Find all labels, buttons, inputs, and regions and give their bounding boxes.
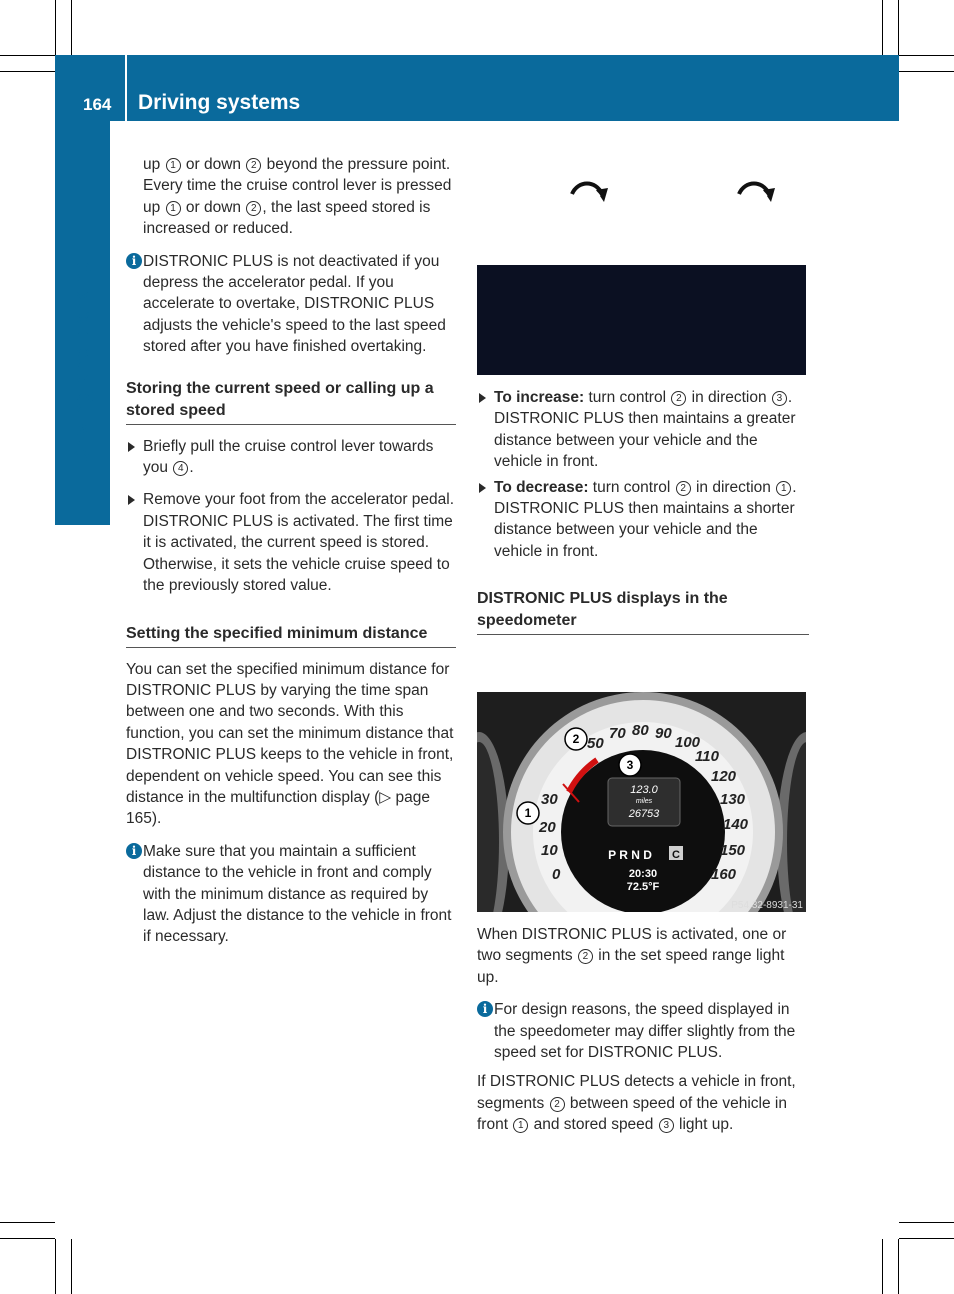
callout-2: 2 xyxy=(550,1097,565,1112)
callout-2: 2 xyxy=(246,158,261,173)
crop-mark xyxy=(71,0,72,55)
info-note: i For design reasons, the speed displayed in the speedometer may differ slightly from the speed set for DISTRONIC PLUS. xyxy=(477,999,809,1063)
callout-1: 1 xyxy=(513,1118,528,1133)
callout-1: 1 xyxy=(166,158,181,173)
section-title: Driving systems xyxy=(138,91,301,114)
speed-label: 20 xyxy=(539,819,556,836)
callout-1: 1 xyxy=(166,201,181,216)
step-result: DISTRONIC PLUS then maintains a greater distance between your vehicle and the vehicle in front. xyxy=(494,410,796,471)
speed-label: 90 xyxy=(655,725,672,742)
display-panel xyxy=(477,265,806,375)
crop-mark xyxy=(899,71,954,72)
speed-label: 150 xyxy=(720,842,746,859)
crop-mark xyxy=(71,1239,72,1294)
page-number: 164 xyxy=(83,95,112,114)
crop-mark xyxy=(0,1222,55,1223)
paragraph: You can set the specified minimum distance for DISTRONIC PLUS by varying the time span between one and two seconds. With this function, you can set the minimum distance that DISTRONIC PLUS keeps to the vehicle in front, dependent on vehicle speed. You can see this distance in the multifunction display (▷ page 165). xyxy=(126,660,454,828)
callout-1: 1 xyxy=(524,806,532,820)
speed-label: 50 xyxy=(587,735,604,752)
speed-label: 0 xyxy=(552,866,561,883)
info-icon: i xyxy=(126,843,142,859)
crop-mark xyxy=(899,1238,954,1239)
callout-1: 1 xyxy=(776,481,791,496)
subheading: Setting the specified minimum distance xyxy=(126,623,456,648)
rotate-clockwise-icon xyxy=(566,178,610,210)
header-divider xyxy=(125,55,127,121)
crop-mark xyxy=(0,71,55,72)
display-unit: miles xyxy=(635,798,653,805)
callout-3: 3 xyxy=(659,1118,674,1133)
crop-mark xyxy=(0,1238,55,1239)
info-icon: i xyxy=(477,1001,493,1017)
display-odometer: 26753 xyxy=(628,808,660,820)
speed-label: 30 xyxy=(541,791,558,808)
crop-mark xyxy=(899,55,954,56)
info-icon: i xyxy=(126,253,142,269)
gear-indicator: P R N D xyxy=(608,848,652,862)
speed-label: 70 xyxy=(609,725,626,742)
crop-mark xyxy=(55,1239,56,1294)
speed-label: 130 xyxy=(720,791,746,808)
display-speed: 123.0 xyxy=(630,784,658,796)
callout-2: 2 xyxy=(578,949,593,964)
subheading: DISTRONIC PLUS displays in the speedometer xyxy=(477,588,809,635)
rotate-clockwise-icon xyxy=(733,178,777,210)
crop-mark xyxy=(898,0,899,55)
step-result: DISTRONIC PLUS is activated. The first time it is activated, the current speed is stored. Otherwise, it sets the vehicle cruise speed to the previously stored value. xyxy=(143,512,453,595)
crop-mark xyxy=(0,55,55,56)
speedometer-illustration xyxy=(477,692,806,912)
speed-label: 120 xyxy=(711,768,737,785)
display-temperature: 72.5°F xyxy=(626,881,660,893)
crop-mark xyxy=(55,0,56,55)
callout-2: 2 xyxy=(671,391,686,406)
speed-label: 110 xyxy=(695,748,719,765)
drive-mode: C xyxy=(672,849,680,861)
callout-2: 2 xyxy=(676,481,691,496)
callout-3: 3 xyxy=(626,758,634,772)
crop-mark xyxy=(882,0,883,55)
callout-2: 2 xyxy=(572,732,580,746)
callout-3: 3 xyxy=(772,391,787,406)
step-result: DISTRONIC PLUS then maintains a shorter distance between your vehicle and the vehicle in front. xyxy=(494,500,795,560)
left-column xyxy=(126,154,456,948)
figure-reference: P54.32-8931-31 xyxy=(731,900,803,911)
speed-label: 10 xyxy=(541,842,558,859)
info-note: i DISTRONIC PLUS is not deactivated if you depress the accelerator pedal. If you accelerate to overtake, DISTRONIC PLUS adjusts the vehicle's speed to the last speed stored after you have finished overtaking. xyxy=(126,251,456,358)
instruction-step: Briefly pull the cruise control lever towards you 4 . xyxy=(126,436,456,479)
speed-label: 80 xyxy=(632,722,649,739)
paragraph: When DISTRONIC PLUS is activated, one or two segments 2 in the set speed range light up. xyxy=(477,926,787,986)
right-column-bottom xyxy=(477,924,809,1136)
right-column-top xyxy=(477,387,809,635)
speed-label: 160 xyxy=(711,866,737,883)
crop-mark xyxy=(882,1239,883,1294)
instruction-step: To increase: turn control 2 in direction 3 . xyxy=(477,387,809,408)
crop-mark xyxy=(898,1239,899,1294)
paragraph: up 1 or down 2 beyond the pressure point. xyxy=(143,156,451,173)
instruction-step: Remove your foot from the accelerator pedal. xyxy=(126,489,456,510)
instruction-step: To decrease: turn control 2 in direction 1 . xyxy=(477,477,809,498)
subheading: Storing the current speed or calling up a stored speed xyxy=(126,378,456,425)
paragraph: Every time the cruise control lever is pressed up 1 or down 2 , the last speed stored is increased or reduced. xyxy=(143,177,452,238)
info-note: i Make sure that you maintain a sufficient distance to the vehicle in front and comply with the minimum distance as required by law. Adjust the distance to the vehicle in front if necessary. xyxy=(126,841,456,948)
callout-4: 4 xyxy=(173,461,188,476)
speed-label: 100 xyxy=(675,734,701,751)
display-time: 20:30 xyxy=(628,868,658,880)
crop-mark xyxy=(899,1222,954,1223)
paragraph: If DISTRONIC PLUS detects a vehicle in front, segments 2 between speed of the vehicle in front 1 and stored speed 3 light up. xyxy=(477,1073,796,1134)
chapter-label: Driving and parking xyxy=(69,258,94,466)
callout-2: 2 xyxy=(246,201,261,216)
speed-label: 140 xyxy=(723,816,749,833)
